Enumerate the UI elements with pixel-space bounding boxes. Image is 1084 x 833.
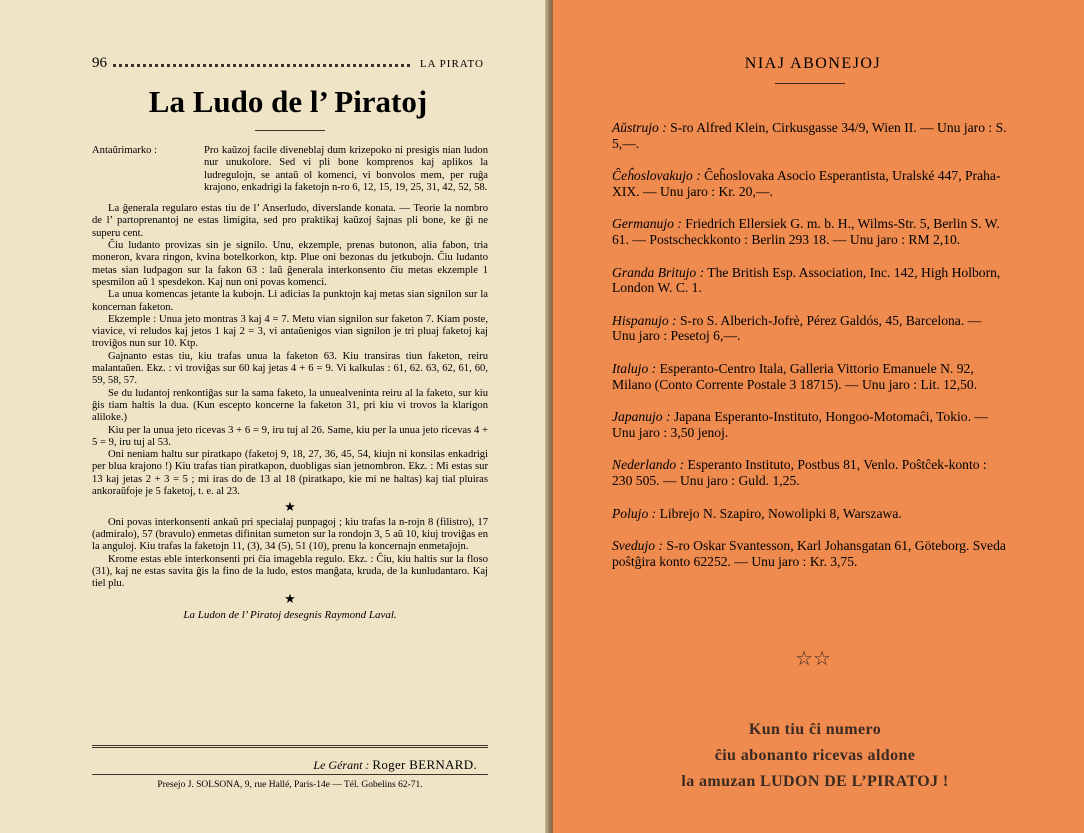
title-rule	[255, 130, 325, 131]
list-item	[612, 313, 1007, 344]
paragraph: La unua komencas jetante la kubojn. Li adicias la punktojn kaj metas sian signilon sur la koncernan faketon.	[92, 289, 488, 313]
paragraph: La ĝenerala regularo estas tiu de l’ Anserludo, diverslande konata. — Teorie la nombro de l’ partoprenantoj ne estas limigita, sed pro praktikaj kaŭzoj ŝajnas pli bone, ke ĝi ne superu cent.	[92, 203, 488, 239]
list-item	[612, 409, 1007, 440]
printer-imprint: Presejo J. SOLSONA, 9, rue Hallé, Paris-14e — Tél. Gobelins 62-71.	[157, 780, 423, 790]
paragraph: Ĉiu ludanto provizas sin je signilo. Unu, ekzemple, prenas butonon, alia fabon, tria moneron, kvara ringon, kvina botelkorkon, ktp. Plue oni bezonas du jetkubojn. Ĉiu ludanto metas sian ludpagon sur la fakon 63 : laŭ ĝenerala interkonsento ĉiu metas ekzemple 1 spesmilon aŭ 1 spesdekon. Kaj nun oni povas komenci.	[92, 240, 488, 288]
page-title: La Ludo de l’ Piratoj	[148, 84, 428, 119]
page-number: 96	[92, 55, 107, 71]
promo-line: la amuzan LUDON DE L’PIRATOJ !	[681, 773, 949, 790]
heading-rule	[775, 83, 845, 84]
list-item	[612, 265, 1007, 296]
country-label: Japanujo :	[612, 409, 671, 425]
country-label: Ĉeĥoslovakujo :	[612, 168, 701, 184]
entry-text: Esperanto Instituto, Postbus 81, Venlo. Poŝtĉek-konto : 230 505. — Unu jaro : Guld. 1,25.	[612, 457, 987, 488]
paragraph: Krome estas eble interkonsenti pri ĉia imagebla regulo. Ekz. : Ĉiu, kiu haltis sur la floso (31), kaj ne estas savita ĝis la fino de la ludo, estos manĝata, kruda, de la kunludantaro. Kaj tiel plu.	[92, 553, 488, 590]
entry-text: S-ro Oskar Svantesson, Karl Johansgatan 61, Göteborg. Sveda poŝtĝira konto 62252. — Unu jaro : Kr. 3,75.	[612, 538, 1006, 569]
entry-text: Esperanto-Centro Itala, Galleria Vittorio Emanuele N. 92, Milano (Conto Corrente Postale 3 18715). — Unu jaro : Lit. 12,50.	[612, 360, 978, 392]
running-head	[92, 55, 484, 71]
dotted-leader	[113, 56, 410, 67]
illustrator-caption: La Ludon de l’ Piratoj desegnis Raymond Laval.	[183, 608, 397, 621]
gerant-name: Roger BERNARD.	[372, 757, 477, 772]
list-item	[612, 120, 1007, 151]
entry-text: The British Esp. Association, Inc. 142, High Holborn, London W. C. 1.	[612, 264, 1001, 296]
paragraph: Oni neniam haltu sur piratkapo (faketoj 9, 18, 27, 36, 45, 54, kiujn ni konsilas enkadrigi per blua krajono !) Kiu trafas tian piratkapon, duobligas sian jetnombron. Ekz. : Mi estas sur 13 kaj jetas 2 + 3 = 5 ; mi iras do de 13 al 18 (piratkapo, kie mi ne haltas) kaj tial pluiras ankoraŭfoje je 5 faketoj, t. e. al 23.	[92, 449, 488, 498]
list-item	[612, 538, 1007, 569]
intro-note	[92, 145, 488, 194]
country-label: Germanujo :	[612, 216, 682, 232]
gerant-label: Le Gérant :	[313, 758, 370, 772]
entry-text: Japana Esperanto-Instituto, Hongoo-Motomaĉi, Tokio. — Unu jaro : 3,50 jenoj.	[612, 409, 988, 440]
footer-rule	[92, 774, 488, 775]
entry-text: Librejo N. Szapiro, Nowolipki 8, Warszawa.	[659, 505, 902, 521]
country-label: Hispanujo :	[612, 312, 677, 328]
paragraph: Ekzemple : Unua jeto montras 3 kaj 4 = 7. Metu vian signilon sur faketon 7. Kiam poste, viavice, vi reludos kaj jetos 1 kaj 2 = 3, vi antaŭenigos vian signilon je tri pluaj faketoj kaj troviĝos nun sur 10. Ktp.	[92, 313, 488, 350]
article-body	[92, 145, 488, 621]
list-item	[612, 361, 1007, 392]
list-item	[612, 457, 1007, 488]
subscription-heading: NIAJ ABONEJOJ	[744, 55, 882, 72]
star-ornament: ★	[284, 499, 296, 515]
list-item	[612, 216, 1007, 247]
country-label: Polujo :	[612, 505, 657, 521]
entry-text: Friedrich Ellersiek G. m. b. H., Wilms-Str. 5, Berlin S. W. 61. — Postscheckkonto : Berlin 293 18. — Unu jaro : RM 2,10.	[612, 216, 1000, 247]
country-label: Nederlando :	[612, 457, 685, 473]
entry-text: S-ro Alfred Klein, Cirkusgasse 34/9, Wien II. — Unu jaro : S. 5,—.	[612, 120, 1007, 151]
intro-label: Antaŭrimarko :	[92, 145, 158, 156]
country-label: Granda Britujo :	[612, 264, 705, 280]
promo-notice	[605, 717, 1025, 795]
promo-line: Kun tiu ĉi numero	[748, 721, 882, 738]
list-item	[612, 506, 1007, 522]
gerant-line	[92, 757, 477, 773]
entry-text: Ĉeĥoslovaka Asocio Esperantista, Uralské 447, Praha-XIX. — Unu jaro : Kr. 20,—.	[612, 168, 1001, 199]
paragraph: Se du ludantoj renkontiĝas sur la sama faketo, la unuealveninta reiru al la faketo, sur kiu ĝis tiam haltis la dua. (Kun escepto koncerne la faketon 31, pri kiu vi trovos la klarigon aliloke.)	[92, 387, 488, 424]
country-label: Aŭstrujo :	[612, 120, 667, 135]
country-label: Svedujo :	[612, 538, 663, 554]
entry-text: S-ro S. Alberich-Jofrè, Pérez Galdós, 45, Barcelona. — Unu jaro : Pesetoj 6,—.	[612, 312, 982, 344]
promo-line: ĉiu abonanto ricevas aldone	[714, 747, 916, 764]
paragraph: Kiu per la unua jeto ricevas 3 + 6 = 9, iru tuj al 26. Same, kiu per la unua jeto ricevas 4 + 5 = 9, iru tuj al 53.	[92, 424, 488, 448]
paragraph: Gajnanto estas tiu, kiu trafas unua la faketon 63. Kiu transiras tiun faketon, reiru malantaŭen. Ekz. : vi troviĝas sur 60 kaj jetas 4 + 6 = 9. Vi kalkulas : 61, 62. 63, 62, 61, 60, 59, 58, 57.	[92, 350, 488, 387]
star-ornament: ★	[284, 591, 296, 607]
country-label: Italujo :	[612, 360, 657, 376]
paragraph: Oni povas interkonsenti ankaŭ pri specialaj punpagoj ; kiu trafas la n-rojn 8 (filistro), 17 (admiralo), 57 (bravulo) enmetas difinitan sumeton sur la rondojn 3, 5 aŭ 10, kiuj troviĝas en la anguloj. Kiu trafas la faketojn 11, (3), 34 (5), 51 (10), prenu la koncernajn enmetaĵojn.	[92, 516, 488, 553]
running-head-title: LA PIRATO	[419, 58, 484, 70]
intro-text: Pro kaŭzoj facile diveneblaj dum krizepoko ni presigis nian ludon nur unukolore. Sed vi pli bone komprenos kaj aplikos la ludregulojn, se antaŭ ol komenci, vi bonvolos mem, per ruĝa krajono, enkadrigi la faketojn n-ro 6, 12, 15, 19, 25, 31, 42, 52, 58.	[204, 145, 488, 193]
list-item	[612, 168, 1007, 199]
star-ornament: ☆☆	[795, 648, 831, 670]
subscription-list	[612, 120, 1007, 586]
double-rule	[92, 745, 488, 748]
